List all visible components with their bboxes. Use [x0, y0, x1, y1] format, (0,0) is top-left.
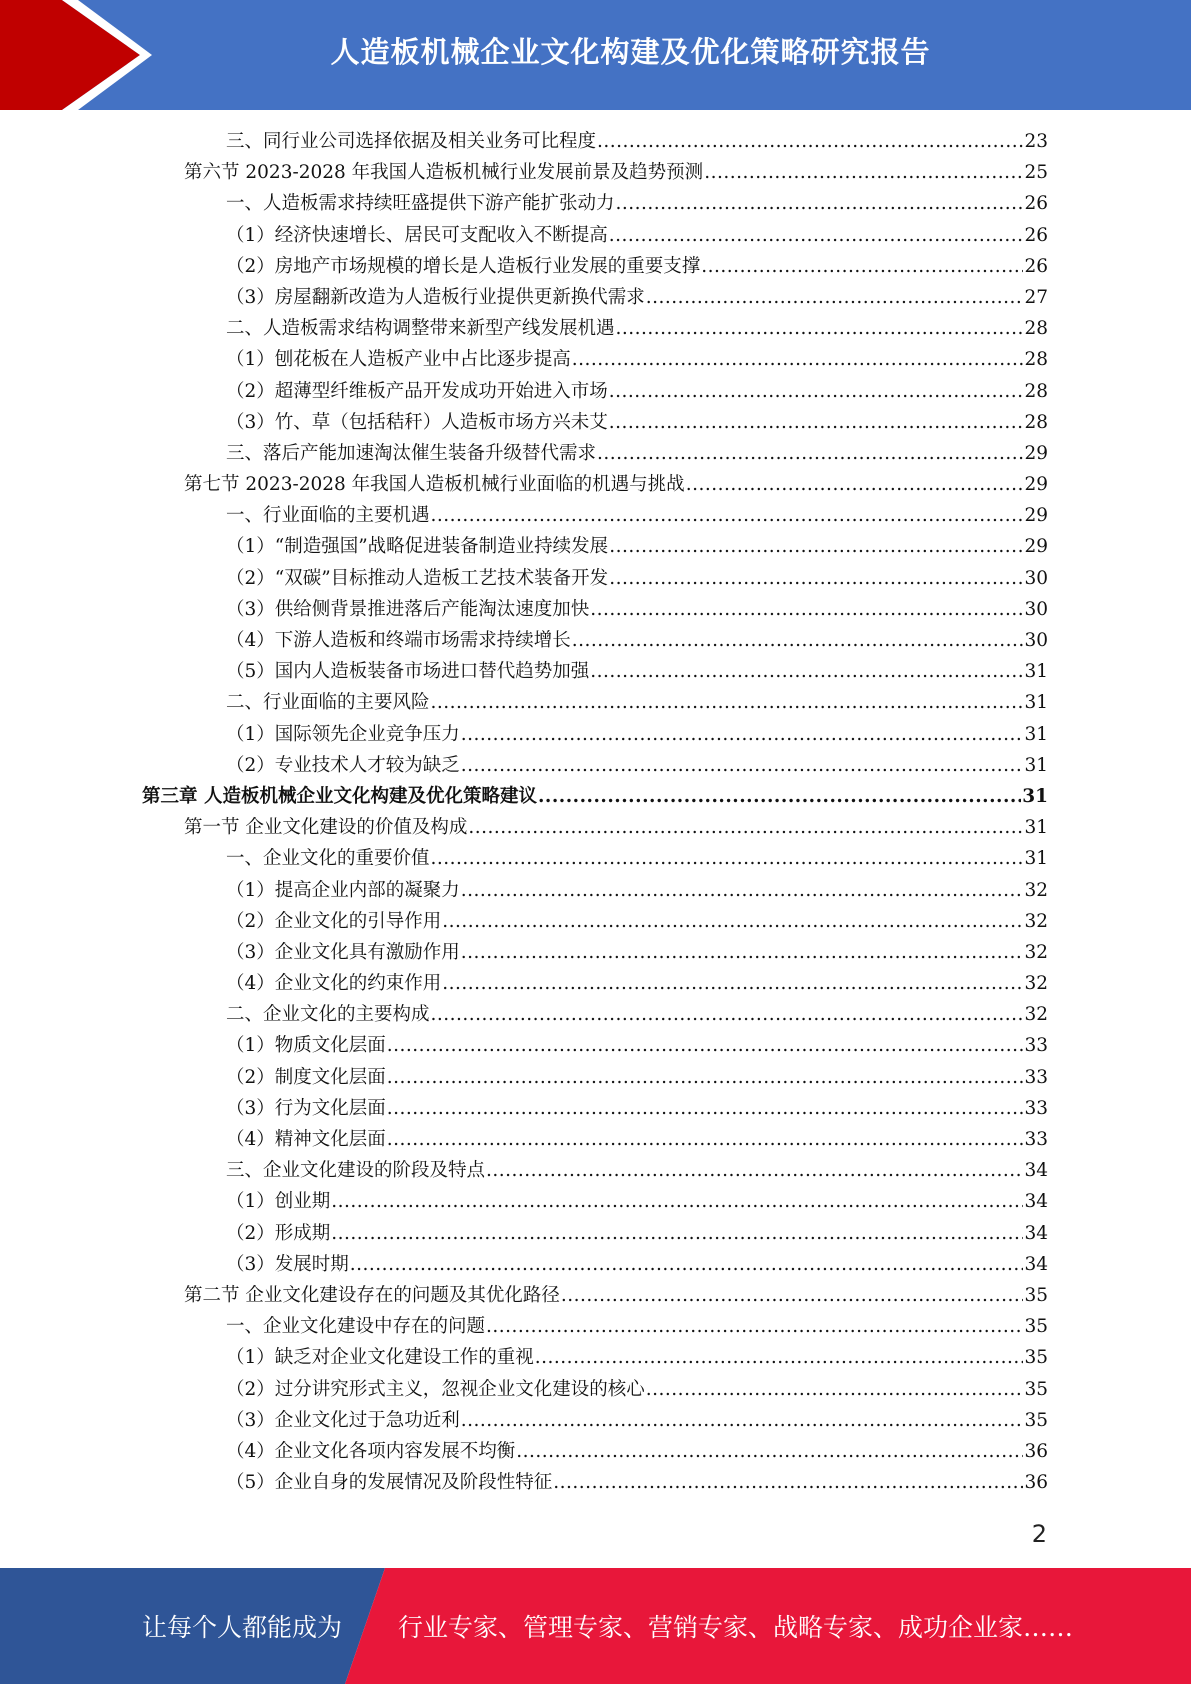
toc-entry[interactable] — [142, 469, 1048, 500]
toc-leader-dots — [350, 1249, 1024, 1280]
toc-entry[interactable] — [142, 937, 1048, 968]
toc-entry-title: （1）经济快速增长、居民可支配收入不断提高 — [226, 224, 608, 246]
toc-entry-title: 二、行业面临的主要风险 — [226, 692, 430, 714]
toc-entry[interactable] — [142, 750, 1048, 781]
toc-entry[interactable] — [142, 625, 1048, 656]
toc-entry-title: （2）制度文化层面 — [226, 1066, 386, 1088]
toc-leader-dots — [590, 594, 1023, 625]
toc-leader-dots — [704, 157, 1023, 188]
toc-leader-dots — [701, 251, 1023, 282]
toc-entry-page: 29 — [1024, 474, 1048, 496]
toc-leader-dots — [516, 1436, 1023, 1467]
toc-leader-dots — [442, 968, 1023, 999]
toc-entry-title: （1）物质文化层面 — [226, 1035, 386, 1057]
toc-entry[interactable] — [142, 376, 1048, 407]
toc-leader-dots — [616, 188, 1024, 219]
toc-entry[interactable] — [142, 188, 1048, 219]
toc-entry-page: 31 — [1024, 754, 1048, 776]
page-footer — [0, 1568, 1191, 1684]
toc-leader-dots — [387, 1062, 1024, 1093]
toc-entry[interactable] — [142, 438, 1048, 469]
toc-entry[interactable] — [142, 1405, 1048, 1436]
toc-entry[interactable] — [142, 719, 1048, 750]
toc-entry-title: （2）超薄型纤维板产品开发成功开始进入市场 — [226, 380, 608, 402]
toc-entry[interactable] — [142, 1186, 1048, 1217]
toc-leader-dots — [590, 656, 1023, 687]
toc-entry[interactable] — [142, 968, 1048, 999]
toc-entry[interactable] — [142, 999, 1048, 1030]
toc-entry-title: 二、人造板需求结构调整带来新型产线发展机遇 — [226, 318, 615, 340]
toc-entry-title: 一、企业文化建设中存在的问题 — [226, 1316, 486, 1338]
toc-leader-dots — [597, 438, 1023, 469]
toc-entry-title: 三、落后产能加速淘汰催生装备升级替代需求 — [226, 442, 597, 464]
toc-entry[interactable] — [142, 812, 1048, 843]
toc-entry-page: 31 — [1024, 692, 1048, 714]
toc-entry-page: 32 — [1024, 1004, 1048, 1026]
toc-entry-title: 第七节 2023-2028 年我国人造板机械行业面临的机遇与挑战 — [184, 474, 685, 496]
toc-leader-dots — [461, 875, 1024, 906]
toc-entry-title: （3）房屋翻新改造为人造板行业提供更新换代需求 — [226, 286, 645, 308]
toc-leader-dots — [387, 1030, 1024, 1061]
toc-entry-title: （4）企业文化的约束作用 — [226, 973, 442, 995]
toc-entry-page: 31 — [1024, 817, 1048, 839]
toc-entry-title: （2）“双碳”目标推动人造板工艺技术装备开发 — [226, 567, 609, 589]
toc-entry[interactable] — [142, 875, 1048, 906]
toc-entry[interactable] — [142, 563, 1048, 594]
toc-entry[interactable] — [142, 407, 1048, 438]
toc-entry-title: （2）形成期 — [226, 1222, 331, 1244]
toc-leader-dots — [486, 1155, 1023, 1186]
toc-entry-title: （3）供给侧背景推进落后产能淘汰速度加快 — [226, 598, 590, 620]
toc-entry-title: （1）缺乏对企业文化建设工作的重视 — [226, 1347, 534, 1369]
toc-leader-dots — [468, 812, 1023, 843]
toc-entry-page: 33 — [1024, 1097, 1048, 1119]
toc-entry-title: 第六节 2023-2028 年我国人造板机械行业发展前景及趋势预测 — [184, 162, 704, 184]
toc-entry-title: 二、企业文化的主要构成 — [226, 1004, 430, 1026]
toc-entry[interactable] — [142, 1218, 1048, 1249]
toc-entry-title: （5）企业自身的发展情况及阶段性特征 — [226, 1472, 553, 1494]
toc-leader-dots — [461, 719, 1024, 750]
toc-entry[interactable] — [142, 1436, 1048, 1467]
toc-leader-dots — [431, 500, 1024, 531]
toc-leader-dots — [609, 563, 1023, 594]
toc-entry-page: 34 — [1024, 1160, 1048, 1182]
toc-entry-page: 31 — [1024, 723, 1048, 745]
toc-entry-title: 第一节 企业文化建设的价值及构成 — [184, 817, 468, 839]
toc-leader-dots — [597, 126, 1023, 157]
toc-entry[interactable] — [142, 906, 1048, 937]
toc-entry[interactable] — [142, 1124, 1048, 1155]
toc-entry-page: 32 — [1024, 879, 1048, 901]
toc-leader-dots — [616, 313, 1024, 344]
toc-entry-page: 31 — [1022, 785, 1048, 807]
toc-leader-dots — [609, 407, 1024, 438]
toc-entry-page: 28 — [1024, 380, 1048, 402]
toc-entry-page: 27 — [1024, 286, 1048, 308]
toc-entry-title: （2）企业文化的引导作用 — [226, 910, 442, 932]
toc-entry-page: 29 — [1024, 442, 1048, 464]
toc-entry-page: 23 — [1024, 131, 1048, 152]
toc-entry[interactable] — [142, 1249, 1048, 1280]
toc-leader-dots — [572, 344, 1024, 375]
toc-entry-page: 30 — [1024, 630, 1048, 651]
toc-entry-title: 第三章 人造板机械企业文化构建及优化策略建议 — [142, 785, 537, 807]
toc-entry-page: 33 — [1024, 1035, 1048, 1057]
toc-leader-dots — [561, 1280, 1024, 1311]
toc-entry-page: 28 — [1024, 411, 1048, 433]
toc-entry-title: （1）“制造强国”战略促进装备制造业持续发展 — [226, 536, 609, 558]
toc-leader-dots — [387, 1124, 1024, 1155]
toc-entry-title: （3）企业文化过于急功近利 — [226, 1409, 460, 1431]
toc-entry[interactable] — [142, 157, 1048, 188]
toc-entry-title: 第二节 企业文化建设存在的问题及其优化路径 — [184, 1284, 560, 1306]
toc-entry-title: （2）专业技术人才较为缺乏 — [226, 754, 460, 776]
toc-entry-title: （2）过分讲究形式主义，忽视企业文化建设的核心 — [226, 1378, 645, 1400]
toc-entry[interactable] — [142, 531, 1048, 562]
toc-entry-page: 28 — [1024, 349, 1048, 371]
toc-entry-page: 35 — [1024, 1284, 1048, 1306]
page-header — [0, 0, 1191, 110]
toc-entry-title: （4）精神文化层面 — [226, 1129, 386, 1150]
toc-entry-page: 26 — [1024, 255, 1048, 277]
toc-entry-title: （1）创业期 — [226, 1191, 331, 1213]
toc-entry[interactable] — [142, 126, 1048, 157]
toc-entry-page: 32 — [1024, 941, 1048, 963]
toc-entry-title: （2）房地产市场规模的增长是人造板行业发展的重要支撑 — [226, 255, 701, 277]
toc-entry-page: 26 — [1024, 193, 1048, 215]
toc-entry-page: 29 — [1024, 505, 1048, 527]
toc-leader-dots — [646, 282, 1024, 313]
toc-entry-page: 35 — [1024, 1409, 1048, 1431]
toc-entry[interactable] — [142, 1280, 1048, 1311]
toc-leader-dots — [486, 1311, 1023, 1342]
toc-entry-title: 一、企业文化的重要价值 — [226, 848, 430, 870]
toc-entry[interactable] — [142, 843, 1048, 874]
toc-entry-title: 一、行业面临的主要机遇 — [226, 505, 430, 527]
toc-entry-title: （1）刨花板在人造板产业中占比逐步提高 — [226, 349, 571, 371]
toc-entry[interactable] — [142, 251, 1048, 282]
toc-entry[interactable] — [142, 1467, 1048, 1498]
toc-entry-page: 35 — [1024, 1378, 1048, 1400]
toc-entry-page: 31 — [1024, 848, 1048, 870]
toc-entry-page: 34 — [1024, 1222, 1048, 1244]
toc-entry-page: 28 — [1024, 318, 1048, 340]
toc-entry[interactable] — [142, 656, 1048, 687]
table-of-contents — [142, 126, 1048, 1498]
toc-entry[interactable] — [142, 687, 1048, 718]
toc-entry[interactable] — [142, 594, 1048, 625]
toc-leader-dots — [572, 625, 1024, 656]
toc-leader-dots — [461, 1405, 1024, 1436]
toc-entry-title: （4）下游人造板和终端市场需求持续增长 — [226, 630, 571, 651]
toc-entry[interactable] — [142, 1093, 1048, 1124]
toc-entry-page: 29 — [1024, 536, 1048, 558]
toc-leader-dots — [387, 1093, 1024, 1124]
toc-leader-dots — [461, 750, 1024, 781]
toc-leader-dots — [461, 937, 1024, 968]
toc-leader-dots — [431, 843, 1024, 874]
toc-entry-page: 35 — [1024, 1347, 1048, 1369]
toc-leader-dots — [431, 999, 1024, 1030]
toc-entry-title: （3）竹、草（包括秸秆）人造板市场方兴未艾 — [226, 411, 608, 433]
report-title: 人造板机械企业文化构建及优化策略研究报告 — [330, 35, 931, 69]
toc-entry-page: 34 — [1024, 1253, 1048, 1275]
toc-entry-page: 32 — [1024, 910, 1048, 932]
toc-entry-page: 36 — [1024, 1440, 1048, 1462]
toc-entry-title: 一、人造板需求持续旺盛提供下游产能扩张动力 — [226, 193, 615, 215]
toc-entry[interactable] — [142, 1342, 1048, 1373]
toc-leader-dots — [553, 1467, 1023, 1498]
footer-slogan-right: 行业专家、管理专家、营销专家、战略专家、成功企业家…… — [398, 1613, 1074, 1642]
toc-entry-title: 三、企业文化建设的阶段及特点 — [226, 1160, 486, 1182]
toc-entry[interactable] — [142, 220, 1048, 251]
toc-entry-title: （1）国际领先企业竞争压力 — [226, 723, 460, 745]
toc-leader-dots — [331, 1186, 1023, 1217]
toc-entry[interactable] — [142, 781, 1048, 812]
toc-entry[interactable] — [142, 1374, 1048, 1405]
toc-entry-page: 31 — [1024, 661, 1048, 683]
toc-leader-dots — [609, 376, 1024, 407]
toc-entry[interactable] — [142, 1311, 1048, 1342]
toc-entry-title: 三、同行业公司选择依据及相关业务可比程度 — [226, 131, 597, 152]
toc-leader-dots — [431, 687, 1024, 718]
toc-leader-dots — [535, 1342, 1024, 1373]
toc-leader-dots — [609, 531, 1023, 562]
toc-entry[interactable] — [142, 344, 1048, 375]
toc-leader-dots — [686, 469, 1024, 500]
toc-entry-title: （4）企业文化各项内容发展不均衡 — [226, 1440, 516, 1462]
toc-entry[interactable] — [142, 1030, 1048, 1061]
toc-entry-title: （5）国内人造板装备市场进口替代趋势加强 — [226, 661, 590, 683]
toc-entry-title: （3）行为文化层面 — [226, 1097, 386, 1119]
toc-leader-dots — [609, 220, 1024, 251]
toc-entry[interactable] — [142, 500, 1048, 531]
page-number: 2 — [1031, 1520, 1047, 1548]
toc-entry-page: 32 — [1024, 973, 1048, 995]
toc-entry-title: （3）企业文化具有激励作用 — [226, 941, 460, 963]
toc-entry-page: 33 — [1024, 1129, 1048, 1150]
toc-entry[interactable] — [142, 1062, 1048, 1093]
toc-entry-page: 26 — [1024, 224, 1048, 246]
toc-entry-page: 34 — [1024, 1191, 1048, 1213]
toc-leader-dots — [442, 906, 1023, 937]
toc-leader-dots — [538, 781, 1021, 812]
toc-entry[interactable] — [142, 313, 1048, 344]
toc-entry-page: 30 — [1024, 567, 1048, 589]
toc-entry-page: 33 — [1024, 1066, 1048, 1088]
toc-entry-page: 36 — [1024, 1472, 1048, 1494]
toc-entry-title: （3）发展时期 — [226, 1253, 349, 1275]
footer-slogan-left: 让每个人都能成为 — [142, 1613, 343, 1642]
toc-entry[interactable] — [142, 282, 1048, 313]
toc-entry[interactable] — [142, 1155, 1048, 1186]
toc-leader-dots — [646, 1374, 1024, 1405]
toc-leader-dots — [331, 1218, 1023, 1249]
toc-entry-page: 30 — [1024, 598, 1048, 620]
toc-entry-title: （1）提高企业内部的凝聚力 — [226, 879, 460, 901]
toc-entry-page: 35 — [1024, 1316, 1048, 1338]
toc-entry-page: 25 — [1024, 162, 1048, 184]
